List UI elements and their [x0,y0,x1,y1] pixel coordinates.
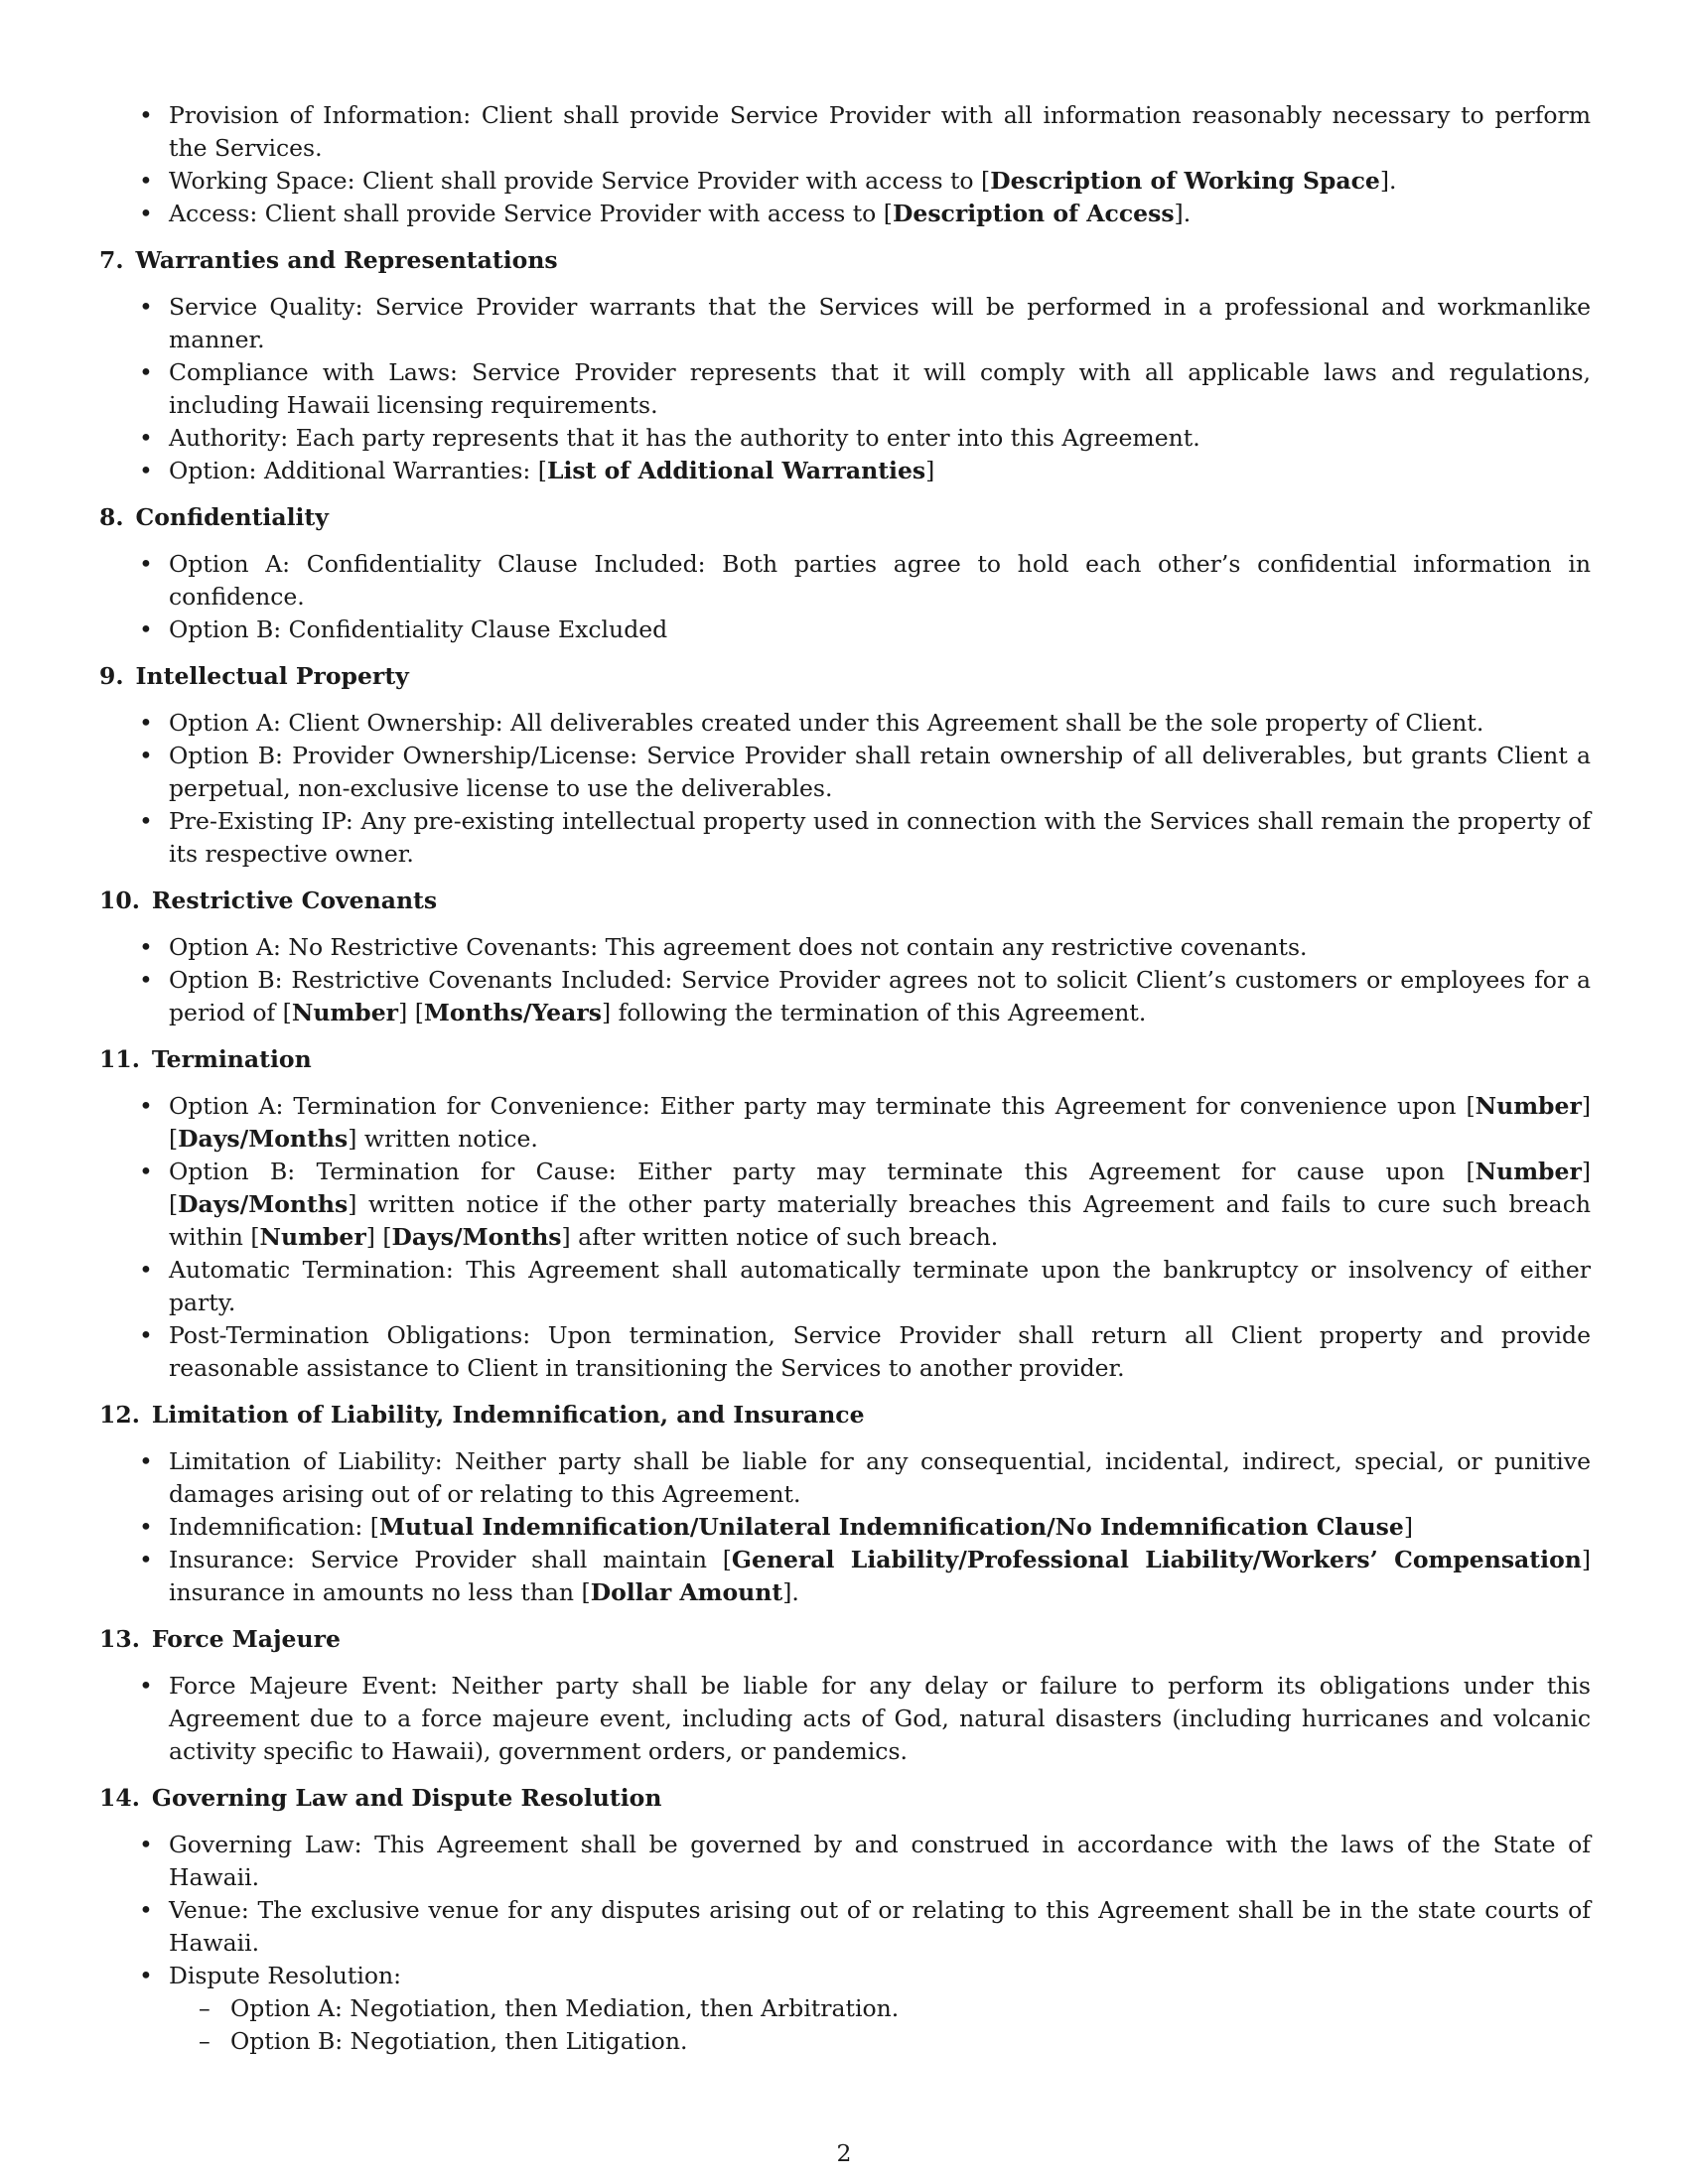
list-item [99,99,1591,165]
item-text: Pre-Existing IP: Any pre-existing intellectual property used in connection with the Services shall remain the property of its respective owner. [169,807,1591,868]
section-heading [99,1782,1591,1815]
list-item [99,1445,1591,1511]
section [99,1782,1591,2058]
item-text: ] [1403,1513,1414,1541]
list-item [99,1829,1591,1894]
section-title: Governing Law and Dispute Resolution [151,1784,662,1812]
list-item [99,1254,1591,1319]
placeholder-field: General Liability/Professional Liability/Workers’ Compensation [731,1546,1582,1573]
item-text: Working Space: Client shall provide Service Provider with access to [ [169,167,991,195]
section-number: 9. [99,662,124,690]
item-text: ] insurance in amounts no less than [ [169,1546,1591,1606]
item-text: ] written notice if the other party materially breaches this Agreement and fails to cure such breach within [ [169,1190,1591,1251]
item-text: Automatic Termination: This Agreement shall automatically terminate upon the bankruptcy or insolvency of either party. [169,1256,1591,1316]
item-text: Option: Additional Warranties: [ [169,457,547,484]
sub-list [169,1992,1591,2058]
list-item [99,1156,1591,1254]
item-text: Limitation of Liability: Neither party shall be liable for any consequential, incidental, indirect, special, or punitive damages arising out of or relating to this Agreement. [169,1447,1591,1508]
section [99,99,1591,230]
list-item [99,1511,1591,1544]
placeholder-field: Months/Years [423,999,602,1026]
bullet-list [99,291,1591,487]
list-item [99,356,1591,422]
sub-list-item: – Option B: Negotiation, then Litigation. [169,2025,1591,2058]
section-heading [99,244,1591,277]
item-text: Governing Law: This Agreement shall be governed by and construed in accordance with the laws of the State of Hawaii. [169,1831,1591,1891]
item-text: Option A: Termination for Convenience: Either party may terminate this Agreement for convenience upon [ [169,1092,1476,1120]
list-item [99,614,1591,646]
section [99,1623,1591,1768]
section-number: 7. [99,246,124,274]
item-text: ] [ [169,1092,1591,1153]
section-heading [99,501,1591,534]
list-item [99,805,1591,871]
bullet-list [99,1090,1591,1385]
item-text: ]. [782,1578,799,1606]
item-text: Authority: Each party represents that it has the authority to enter into this Agreement. [169,424,1200,452]
list-item [99,422,1591,455]
page-number: 2 [836,2139,852,2167]
document-body [99,99,1591,2058]
item-text: Dispute Resolution: [169,1962,402,1989]
sub-list-item: – Option A: Negotiation, then Mediation, then Arbitration. [169,1992,1591,2025]
item-text: Post-Termination Obligations: Upon termination, Service Provider shall return all Client property and provide reasonable assistance to Client in transitioning the Services to another provider. [169,1321,1591,1382]
list-item [99,198,1591,230]
section-heading [99,1623,1591,1656]
bullet-list [99,707,1591,871]
item-text: ] [ [398,999,424,1026]
section-number: 13. [99,1625,140,1653]
item-text: ] after written notice of such breach. [561,1223,999,1251]
item-text: Service Quality: Service Provider warrants that the Services will be performed in a professional and workmanlike manner. [169,293,1591,353]
section [99,501,1591,646]
section-title: Limitation of Liability, Indemnification, and Insurance [151,1401,865,1429]
item-text: Option A: No Restrictive Covenants: This agreement does not contain any restrictive covenants. [169,933,1308,961]
section-number: 14. [99,1784,140,1812]
list-item [99,1960,1591,2058]
list-item [99,1544,1591,1609]
list-item [99,740,1591,805]
list-item [99,548,1591,614]
item-text: ] [ [365,1223,392,1251]
item-text: Access: Client shall provide Service Provider with access to [ [169,200,893,227]
item-text: ]. [1174,200,1192,227]
item-text: ] written notice. [348,1125,538,1153]
list-item [99,291,1591,356]
list-item [99,931,1591,964]
item-text: Provision of Information: Client shall provide Service Provider with all information reasonably necessary to perform the Services. [169,101,1591,162]
section-number: 10. [99,887,140,914]
placeholder-field: Days/Months [391,1223,562,1251]
bullet-list [99,931,1591,1029]
bullet-list [99,99,1591,230]
section-heading [99,660,1591,693]
section-title: Warranties and Representations [135,246,558,274]
item-text: ] following the termination of this Agreement. [601,999,1147,1026]
item-text: ] [ [169,1158,1591,1218]
placeholder-field: Days/Months [178,1190,349,1218]
bullet-list [99,1670,1591,1768]
section-title: Confidentiality [135,503,329,531]
list-item [99,707,1591,740]
item-text: ] [925,457,935,484]
placeholder-field: Days/Months [178,1125,349,1153]
section-title: Restrictive Covenants [151,887,438,914]
section [99,1043,1591,1385]
section-title: Termination [151,1045,312,1073]
list-item [99,964,1591,1029]
section-number: 8. [99,503,124,531]
item-text: Option B: Restrictive Covenants Included: Service Provider agrees not to solicit Client’s customers or employees for a period of [ [169,966,1591,1026]
section [99,885,1591,1029]
placeholder-field: Number [259,1223,366,1251]
item-text: Option B: Termination for Cause: Either party may terminate this Agreement for cause upon [ [169,1158,1476,1185]
section-number: 11. [99,1045,140,1073]
placeholder-field: List of Additional Warranties [546,457,926,484]
section [99,660,1591,871]
placeholder-field: Number [1475,1158,1582,1185]
list-item [99,1894,1591,1960]
placeholder-field: Dollar Amount [590,1578,783,1606]
section-heading [99,885,1591,917]
list-item [99,1090,1591,1156]
section-heading [99,1399,1591,1432]
list-item [99,455,1591,487]
item-text: Option B: Confidentiality Clause Excluded [169,615,668,643]
placeholder-field: Description of Access [892,200,1175,227]
item-text: ]. [1379,167,1397,195]
section [99,244,1591,487]
item-text: Indemnification: [ [169,1513,379,1541]
placeholder-field: Number [291,999,399,1026]
section [99,1399,1591,1609]
item-text: Force Majeure Event: Neither party shall be liable for any delay or failure to perform its obligations under this Agreement due to a force majeure event, including acts of God, natural disasters (including hurricanes and volcanic activity specific to Hawaii), government orders, or pandemics. [169,1672,1591,1765]
list-item [99,165,1591,198]
placeholder-field: Description of Working Space [990,167,1380,195]
item-text: Option A: Client Ownership: All deliverables created under this Agreement shall be the sole property of Client. [169,709,1484,737]
list-item [99,1670,1591,1768]
item-text: Option B: Provider Ownership/License: Service Provider shall retain ownership of all deliverables, but grants Client a perpetual, non-exclusive license to use the deliverables. [169,742,1591,802]
item-text: Compliance with Laws: Service Provider represents that it will comply with all applicable laws and regulations, including Hawaii licensing requirements. [169,358,1591,419]
placeholder-field: Number [1475,1092,1582,1120]
item-text: Venue: The exclusive venue for any disputes arising out of or relating to this Agreement shall be in the state courts of Hawaii. [169,1896,1591,1957]
bullet-list [99,1445,1591,1609]
placeholder-field: Mutual Indemnification/Unilateral Indemnification/No Indemnification Clause [378,1513,1404,1541]
list-item [99,1319,1591,1385]
bullet-list [99,1829,1591,2058]
section-number: 12. [99,1401,140,1429]
section-heading [99,1043,1591,1076]
bullet-list [99,548,1591,646]
item-text: Insurance: Service Provider shall maintain [ [169,1546,732,1573]
section-title: Force Majeure [151,1625,341,1653]
item-text: Option A: Confidentiality Clause Included: Both parties agree to hold each other’s confidential information in confidence. [169,550,1591,611]
section-title: Intellectual Property [135,662,409,690]
